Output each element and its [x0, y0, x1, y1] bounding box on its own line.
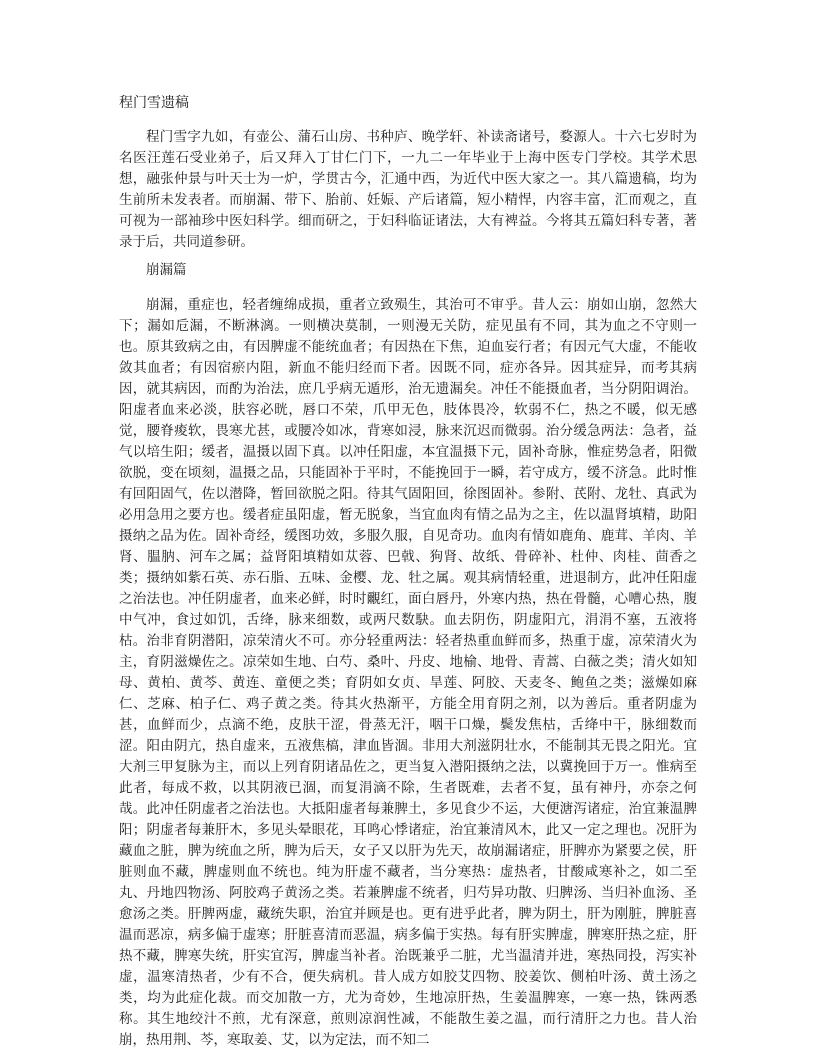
intro-paragraph: 程门雪字九如，有壶公、蒲石山房、书种庐、晚学轩、补读斋诸号，婺源人。十六七岁时为名医汪莲石受业弟子，后又拜入丁甘仁门下，一九二一年毕业于上海中医专门学校。其学术思想，融张仲景与叶天士为一炉，学贯古今，汇通中西，为近代中医大家之一。其八篇遗稿，均为生前所未发表者。而崩漏、带下、胎前、妊娠、产后诸篇，短小精悍，内容丰富，汇而观之，直可视为一部袖珍中医妇科学。细而研之，于妇科临证诸法，大有裨益。今将其五篇妇科专著，著录于后，共同道参研。: [119, 129, 697, 250]
section-title: 崩漏篇: [146, 262, 187, 278]
body-paragraph: 崩漏，重症也，轻者缠绵成损，重者立致殒生，其治可不审乎。昔人云：崩如山崩，忽然大下；漏如卮漏，不断淋漓。一则横决莫制，一则漫无关防，症见虽有不同，其为血之不守则一也。原其致病之由，有因脾虚不能统血者；有因热在下焦，迫血妄行者；有因元气大虚，不能收敛其血者；有因宿瘀内阻，新血不能归经而下者。因既不同，症亦各异。因其症异，而考其病因，就其病因，而酌为治法，庶几乎病无遁形，治无遗漏矣。冲任不能摄血者，当分阴阳调治。阳虚者血来必淡，肤容必晄，唇口不荣，爪甲无色，肢体畏冷，软弱不仁，热之不暖，似无感觉，腰脊痠软，畏寒尤甚，或腰冷如冰，背寒如浸，脉来沉迟而微弱。治分缓急两法：急者，益气以培生阳；缓者，温摄以固下真。以冲任阳虚，本宜温摄下元，固补奇脉，惟症势急者，阳微欲脱，变在顷刻，温摄之品，只能固补于平时，不能挽回于一瞬，若守成方，缓不济急。此时惟有回阳固气，佐以潜降，暂回欲脱之阳。待其气固阳回，徐图固补。参附、芪附、龙牡、真武为必用急用之要方也。缓者症虽阳虚，暂无脱象，当宜血肉有情之品为之主，佐以温肾填精，助阳摄纳之品为佐。固补奇经，缓图功效，多服久服，自见奇功。血肉有情如鹿角、鹿茸、羊肉、羊肾、腽肭、河车之属；益肾阳填精如苁蓉、巴戟、狗肾、故纸、骨碎补、杜仲、肉桂、茴香之类；摄纳如紫石英、赤石脂、五味、金樱、龙、牡之属。观其病情轻重，进退制方，此冲任阳虚之治法也。冲任阴虚者，血来必鲜，时时覼红，面白唇丹，外寒内热，热在骨髓，心嘈心热，腹中气冲，食过如饥，舌绛，脉来细数，或两尺数駃。血去阴伤，阴虚阳亢，涓涓不塞，五液将枯。治非育阴潜阳，凉荣清火不可。亦分轻重两法：轻者热重血鲜而多，热重于虚，凉荣清火为主，育阴滋燥佐之。凉荣如生地、白芍、桑叶、丹皮、地榆、地骨、青蒿、白薇之类；清火如知母、黄柏、黄芩、黄连、童便之类；育阴如女贞、旱莲、阿胶、天麦冬、鲍鱼之类；滋燥如麻仁、芝麻、柏子仁、鸡子黄之类。待其火热渐平，方能全用育阴之剂，以为善后。重者阴虚为甚，血鲜而少，点滴不绝，皮肤干涩，骨蒸无汗，咽干口燥，鬓发焦枯，舌绛中干，脉细数而涩。阳由阴亢，热自虚来，五液焦槁，津血皆涸。非用大剂滋阴壮水，不能制其无畏之阳光。宜大剂三甲复脉为主，而以上列育阴诸品佐之，更当复入潜阳摄纳之法，以冀挽回于万一。惟病至此者，每成不救，以其阴液已涸，而复涓滴不除，生者既难，去者不复，虽有神丹，亦奈之何哉。此冲任阴虚者之治法也。大抵阳虚者每兼脾土，多见食少不运，大便溏泻诸症，治宜兼温脾阳；阴虚者每兼肝木，多见头晕眼花，耳鸣心悸诸症，治宜兼清风木，此又一定之理也。况肝为藏血之脏，脾为统血之所，脾为后天，女子又以肝为先天，故崩漏诸症，肝脾亦为紧要之侯，肝脏则血不藏，脾虚则血不统也。纯为肝虚不藏者，当分寒热：虚热者，甘酸咸寒补之，如二至丸、丹地四物汤、阿胶鸡子黄汤之类。若兼脾虚不统者，归芍异功散、归脾汤、当归补血汤、圣愈汤之类。肝脾两虚，藏统失职，治宜并顾是也。更有进乎此者，脾为阴土，肝为刚脏，脾脏喜温而恶凉，病多偏于虚寒；肝脏喜清而恶温，病多偏于实热。每有肝实脾虚，脾寒肝热之症，肝热不藏，脾寒失统，肝实宜泻，脾虚当补者。治既兼乎二脏，尤当温清并进，寒热同投，泻实补虚，温寒清热者，少有不合，便失病机。昔人成方如胶艾四物、胶姜饮、侧柏叶汤、黄土汤之类，均为此症化裁。而交加散一方，尤为奇妙，生地凉肝热，生姜温脾寒，一寒一热，铢两悉称。其生地绞汁不煎，尤有深意，煎则凉润性减，不能散生姜之温，而行清肝之力也。昔人治崩，热用荆、芩，寒取姜、艾，以为定法，而不知二: [119, 297, 697, 1048]
document-title: 程门雪遗稿: [119, 95, 189, 111]
